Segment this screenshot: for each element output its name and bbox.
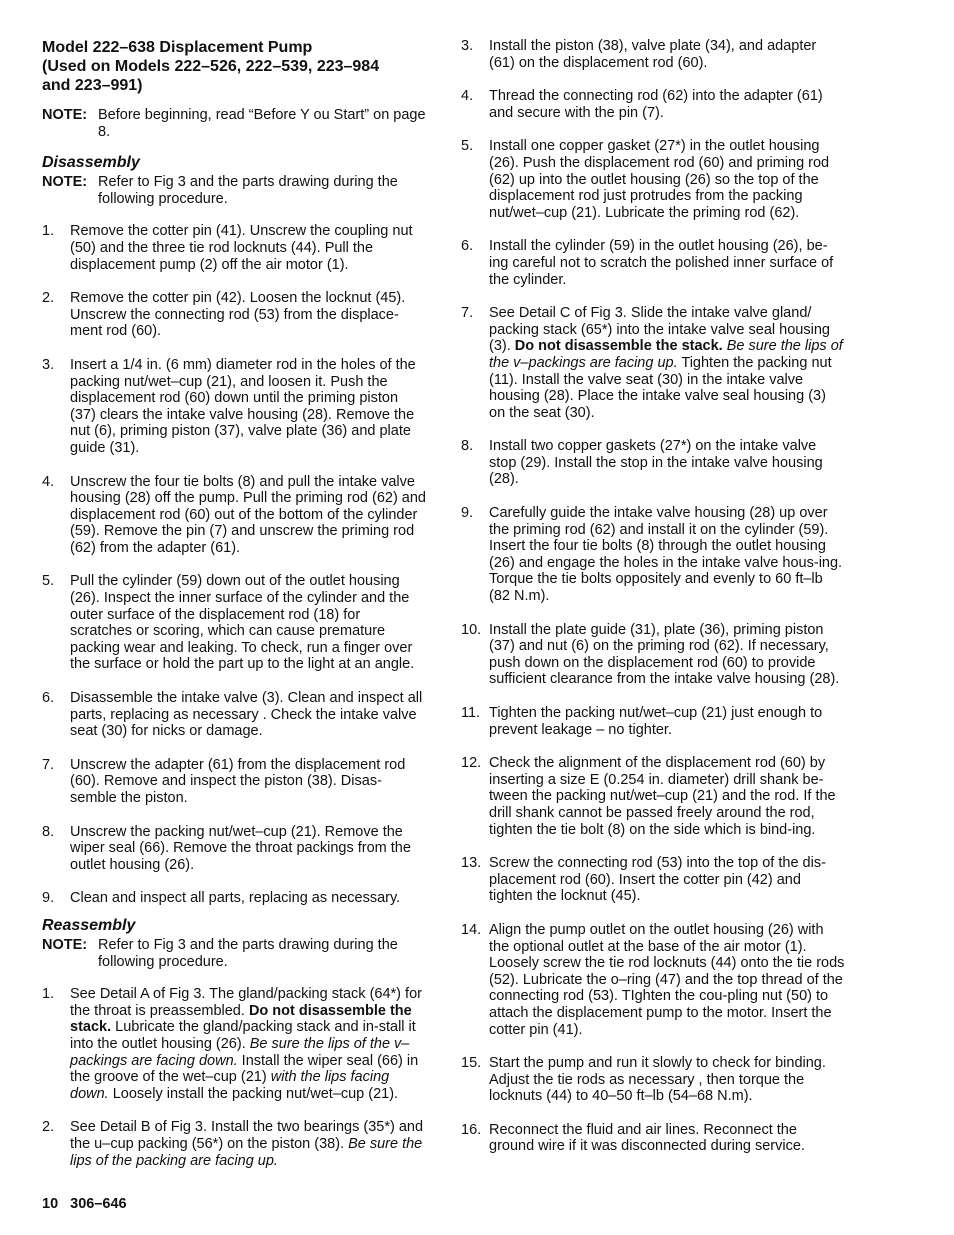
step-text: Remove the cotter pin (42). Loosen the locknut (45). Unscrew the connecting rod (53) from the displace-ment rod (60). (70, 290, 406, 340)
reassembly-step (461, 622, 845, 688)
step-number: 4. (461, 88, 474, 105)
disassembly-step (42, 757, 426, 807)
page-title (42, 38, 426, 95)
disassembly-step (42, 890, 426, 907)
reassembly-note (42, 937, 426, 970)
step-number: 3. (42, 356, 55, 373)
reassembly-step (461, 1122, 845, 1155)
disassembly-note (42, 174, 426, 207)
step-number: 2. (42, 290, 55, 307)
reassembly-step (42, 986, 426, 1102)
left-column (42, 38, 426, 1169)
step-number: 7. (461, 305, 474, 322)
step-text: Tighten the packing nut/wet–cup (21) just enough to prevent leakage – no tighter. (489, 705, 823, 738)
step-text (70, 986, 426, 1102)
disassembly-step (42, 474, 426, 557)
step-number: 9. (42, 890, 55, 907)
text-run: See Detail B of Fig 3. Install the two bearings (35*) and the u–cup packing (56*) on the piston (38). (70, 1119, 424, 1152)
title-line: Model 222–638 Displacement Pump (42, 39, 313, 56)
intro-note (42, 107, 426, 140)
text-run: See Detail A of Fig 3. The gland/packing stack (64*) for the throat is preassembled. (70, 986, 422, 1019)
reassembly-step (42, 1119, 426, 1169)
step-number: 14. (461, 921, 482, 938)
text-run: Lubricate the gland/packing stack and in-stall it into the outlet housing (26). (70, 1019, 416, 1052)
caution-text: with the lips facing down. (70, 1069, 390, 1102)
note-label: NOTE: (42, 936, 88, 953)
step-text: Reconnect the fluid and air lines. Reconnect the ground wire if it was disconnected during service. (489, 1121, 805, 1155)
step-text: Disassemble the intake valve (3). Clean and inspect all parts, replacing as necessary . Check the intake valve seat (30) for nicks or damage. (70, 690, 423, 740)
title-line: and 223–991) (42, 77, 143, 94)
step-text: Pull the cylinder (59) down out of the outlet housing (26). Inspect the inner surface of the cylinder and the outer surface of the displacement rod (18) for scratches or scoring, which can cause premature packing wear and leaking. To check, run a finger over the surface or hold the part up to the light at an angle. (70, 573, 415, 673)
step-text: Screw the connecting rod (53) into the top of the dis-placement rod (60). Insert the cotter pin (42) and tighten the locknut (45). (489, 855, 826, 905)
step-text: Start the pump and run it slowly to check for binding. Adjust the tie rods as necessary , then torque the locknuts (44) to 40–50 ft–lb (54–68 N.m). (489, 1055, 826, 1105)
reassembly-step (461, 438, 845, 488)
step-number: 11. (461, 705, 481, 721)
step-text (70, 1119, 426, 1169)
warning-text: Do not disassemble the stack. (514, 338, 723, 355)
step-number: 6. (461, 238, 474, 255)
text-run: Tighten the packing nut (11). Install the valve seat (30) in the intake valve housing (28). Place the intake valve seal housing (3) on the seat (30). (489, 354, 832, 421)
step-text: Install two copper gaskets (27*) on the intake valve stop (29). Install the stop in the intake valve housing (28). (489, 438, 823, 488)
step-text: Align the pump outlet on the outlet housing (26) with the optional outlet at the base of the air motor (1). Loosely screw the tie rod locknuts (44) onto the tie rods (52). Lubricate the o–ring (47) and the top thread of the connecting rod (53). TIghten the cou-pling nut (50) to attach the displacement pump to the motor. Insert the cotter pin (41). (489, 921, 845, 1038)
title-line: (Used on Models 222–526, 222–539, 223–984 (42, 58, 380, 75)
caution-text: Be sure the lips of the packing are facing up. (70, 1135, 423, 1169)
reassembly-step (461, 88, 845, 121)
reassembly-step (461, 238, 845, 288)
reassembly-step (461, 705, 845, 738)
reassembly-heading: Reassembly (42, 916, 136, 934)
step-text: Unscrew the four tie bolts (8) and pull the intake valve housing (28) off the pump. Pull the priming rod (62) and displacement rod (60) out of the bottom of the cylinder (59). Remove the pin (7) and unscrew the priming rod (62) from the adapter (61). (70, 473, 426, 556)
caution-text: Be sure the lips of the v–packings are facing up. (489, 338, 843, 371)
step-number: 15. (461, 1055, 482, 1072)
note-text: Refer to Fig 3 and the parts drawing during the following procedure. (98, 174, 398, 207)
step-number: 1. (42, 986, 55, 1003)
disassembly-step (42, 290, 426, 340)
disassembly-heading: Disassembly (42, 154, 140, 172)
document-number: 306–646 (70, 1196, 127, 1212)
step-number: 12. (461, 755, 482, 772)
step-number: 2. (42, 1119, 55, 1136)
step-text: Thread the connecting rod (62) into the adapter (61) and secure with the pin (7). (489, 88, 823, 121)
step-text: Remove the cotter pin (41). Unscrew the coupling nut (50) and the three tie rod locknuts (44). Pull the displacement pump (2) off the air motor (1). (70, 223, 413, 273)
step-text: Check the alignment of the displacement rod (60) by inserting a size E (0.254 in. diameter) drill shank be-tween the packing nut/wet–cup (21) and the rod. If the drill shank cannot be passed freely around the rod, tighten the tie bolt (8) on the side which is bind-ing. (489, 755, 836, 838)
step-number: 6. (42, 690, 55, 707)
reassembly-step (461, 138, 845, 221)
disassembly-step (42, 824, 426, 874)
step-text: Insert a 1/4 in. (6 mm) diameter rod in the holes of the packing nut/wet–cup (21), and loosen it. Push the displacement rod (60) down until the priming piston (37) clears the intake valve housing (28). Remove the nut (6), priming piston (37), valve plate (36) and plate guide (31). (70, 356, 416, 456)
page-footer (42, 1196, 127, 1213)
step-number: 16. (461, 1121, 482, 1138)
disassembly-step (42, 573, 426, 673)
step-text: Unscrew the packing nut/wet–cup (21). Remove the wiper seal (66). Remove the throat packings from the outlet housing (26). (70, 823, 411, 873)
disassembly-step (42, 223, 426, 273)
disassembly-step (42, 357, 426, 457)
step-number: 8. (42, 823, 55, 840)
step-text: Install the plate guide (31), plate (36), priming piston (37) and nut (6) on the priming rod (62). If necessary, push down on the displacement rod (60) to provide sufficient clearance from the intake valve housing (28). (489, 621, 840, 688)
step-number: 8. (461, 438, 474, 455)
note-label: NOTE: (42, 174, 88, 191)
step-text (489, 305, 845, 421)
disassembly-steps (42, 223, 426, 907)
warning-text: Do not disassemble the stack. (70, 1002, 412, 1036)
step-number: 1. (42, 223, 55, 240)
step-text: Unscrew the adapter (61) from the displacement rod (60). Remove and inspect the piston (38). Disas-semble the piston. (70, 756, 406, 806)
note-text: Refer to Fig 3 and the parts drawing during the following procedure. (98, 936, 398, 970)
reassembly-step (461, 755, 845, 838)
reassembly-step (461, 1055, 845, 1105)
right-column (461, 38, 845, 1155)
text-run: Install the wiper seal (66) in the groove of the wet–cup (21) (70, 1052, 419, 1086)
caution-text: Be sure the lips of the v–packings are facing down. (70, 1035, 410, 1069)
step-number: 13. (461, 855, 482, 872)
text-run: See Detail C of Fig 3. Slide the intake valve gland/ packing stack (65*) into the intake valve seal housing (3). (489, 305, 830, 355)
step-text: Carefully guide the intake valve housing (28) up over the priming rod (62) and install it on the cylinder (59). Insert the four tie bolts (8) through the outlet housing (26) and engage the holes in the intake valve hous-ing. Torque the tie bolts oppositely and evenly to 60 ft–lb (82 N.m). (489, 505, 843, 605)
reassembly-step (461, 305, 845, 421)
step-number: 10. (461, 621, 482, 638)
step-number: 7. (42, 756, 55, 773)
reassembly-step (461, 38, 845, 71)
reassembly-step (461, 855, 845, 905)
note-text: Before beginning, read “Before Y ou Start” on page 8. (98, 107, 426, 140)
step-text: Install one copper gasket (27*) in the outlet housing (26). Push the displacement rod (60) and priming rod (62) up into the outlet housing (26) so the top of the displacement rod just protrudes from the packing nut/wet–cup (21). Lubricate the priming rod (62). (489, 138, 830, 221)
note-label: NOTE: (42, 107, 88, 123)
step-number: 4. (42, 473, 55, 490)
step-number: 9. (461, 505, 474, 522)
step-text: Clean and inspect all parts, replacing as necessary. (70, 890, 401, 907)
reassembly-step (461, 505, 845, 605)
text-run: Loosely install the packing nut/wet–cup (21). (108, 1085, 399, 1102)
step-number: 3. (461, 38, 474, 54)
disassembly-step (42, 690, 426, 740)
page-number: 10 (42, 1196, 59, 1212)
reassembly-step (461, 922, 845, 1038)
step-number: 5. (461, 138, 474, 155)
step-text: Install the cylinder (59) in the outlet housing (26), be-ing careful not to scratch the polished inner surface of the cylinder. (489, 238, 834, 288)
step-number: 5. (42, 573, 55, 590)
step-text: Install the piston (38), valve plate (34), and adapter (61) on the displacement rod (60). (489, 38, 817, 71)
